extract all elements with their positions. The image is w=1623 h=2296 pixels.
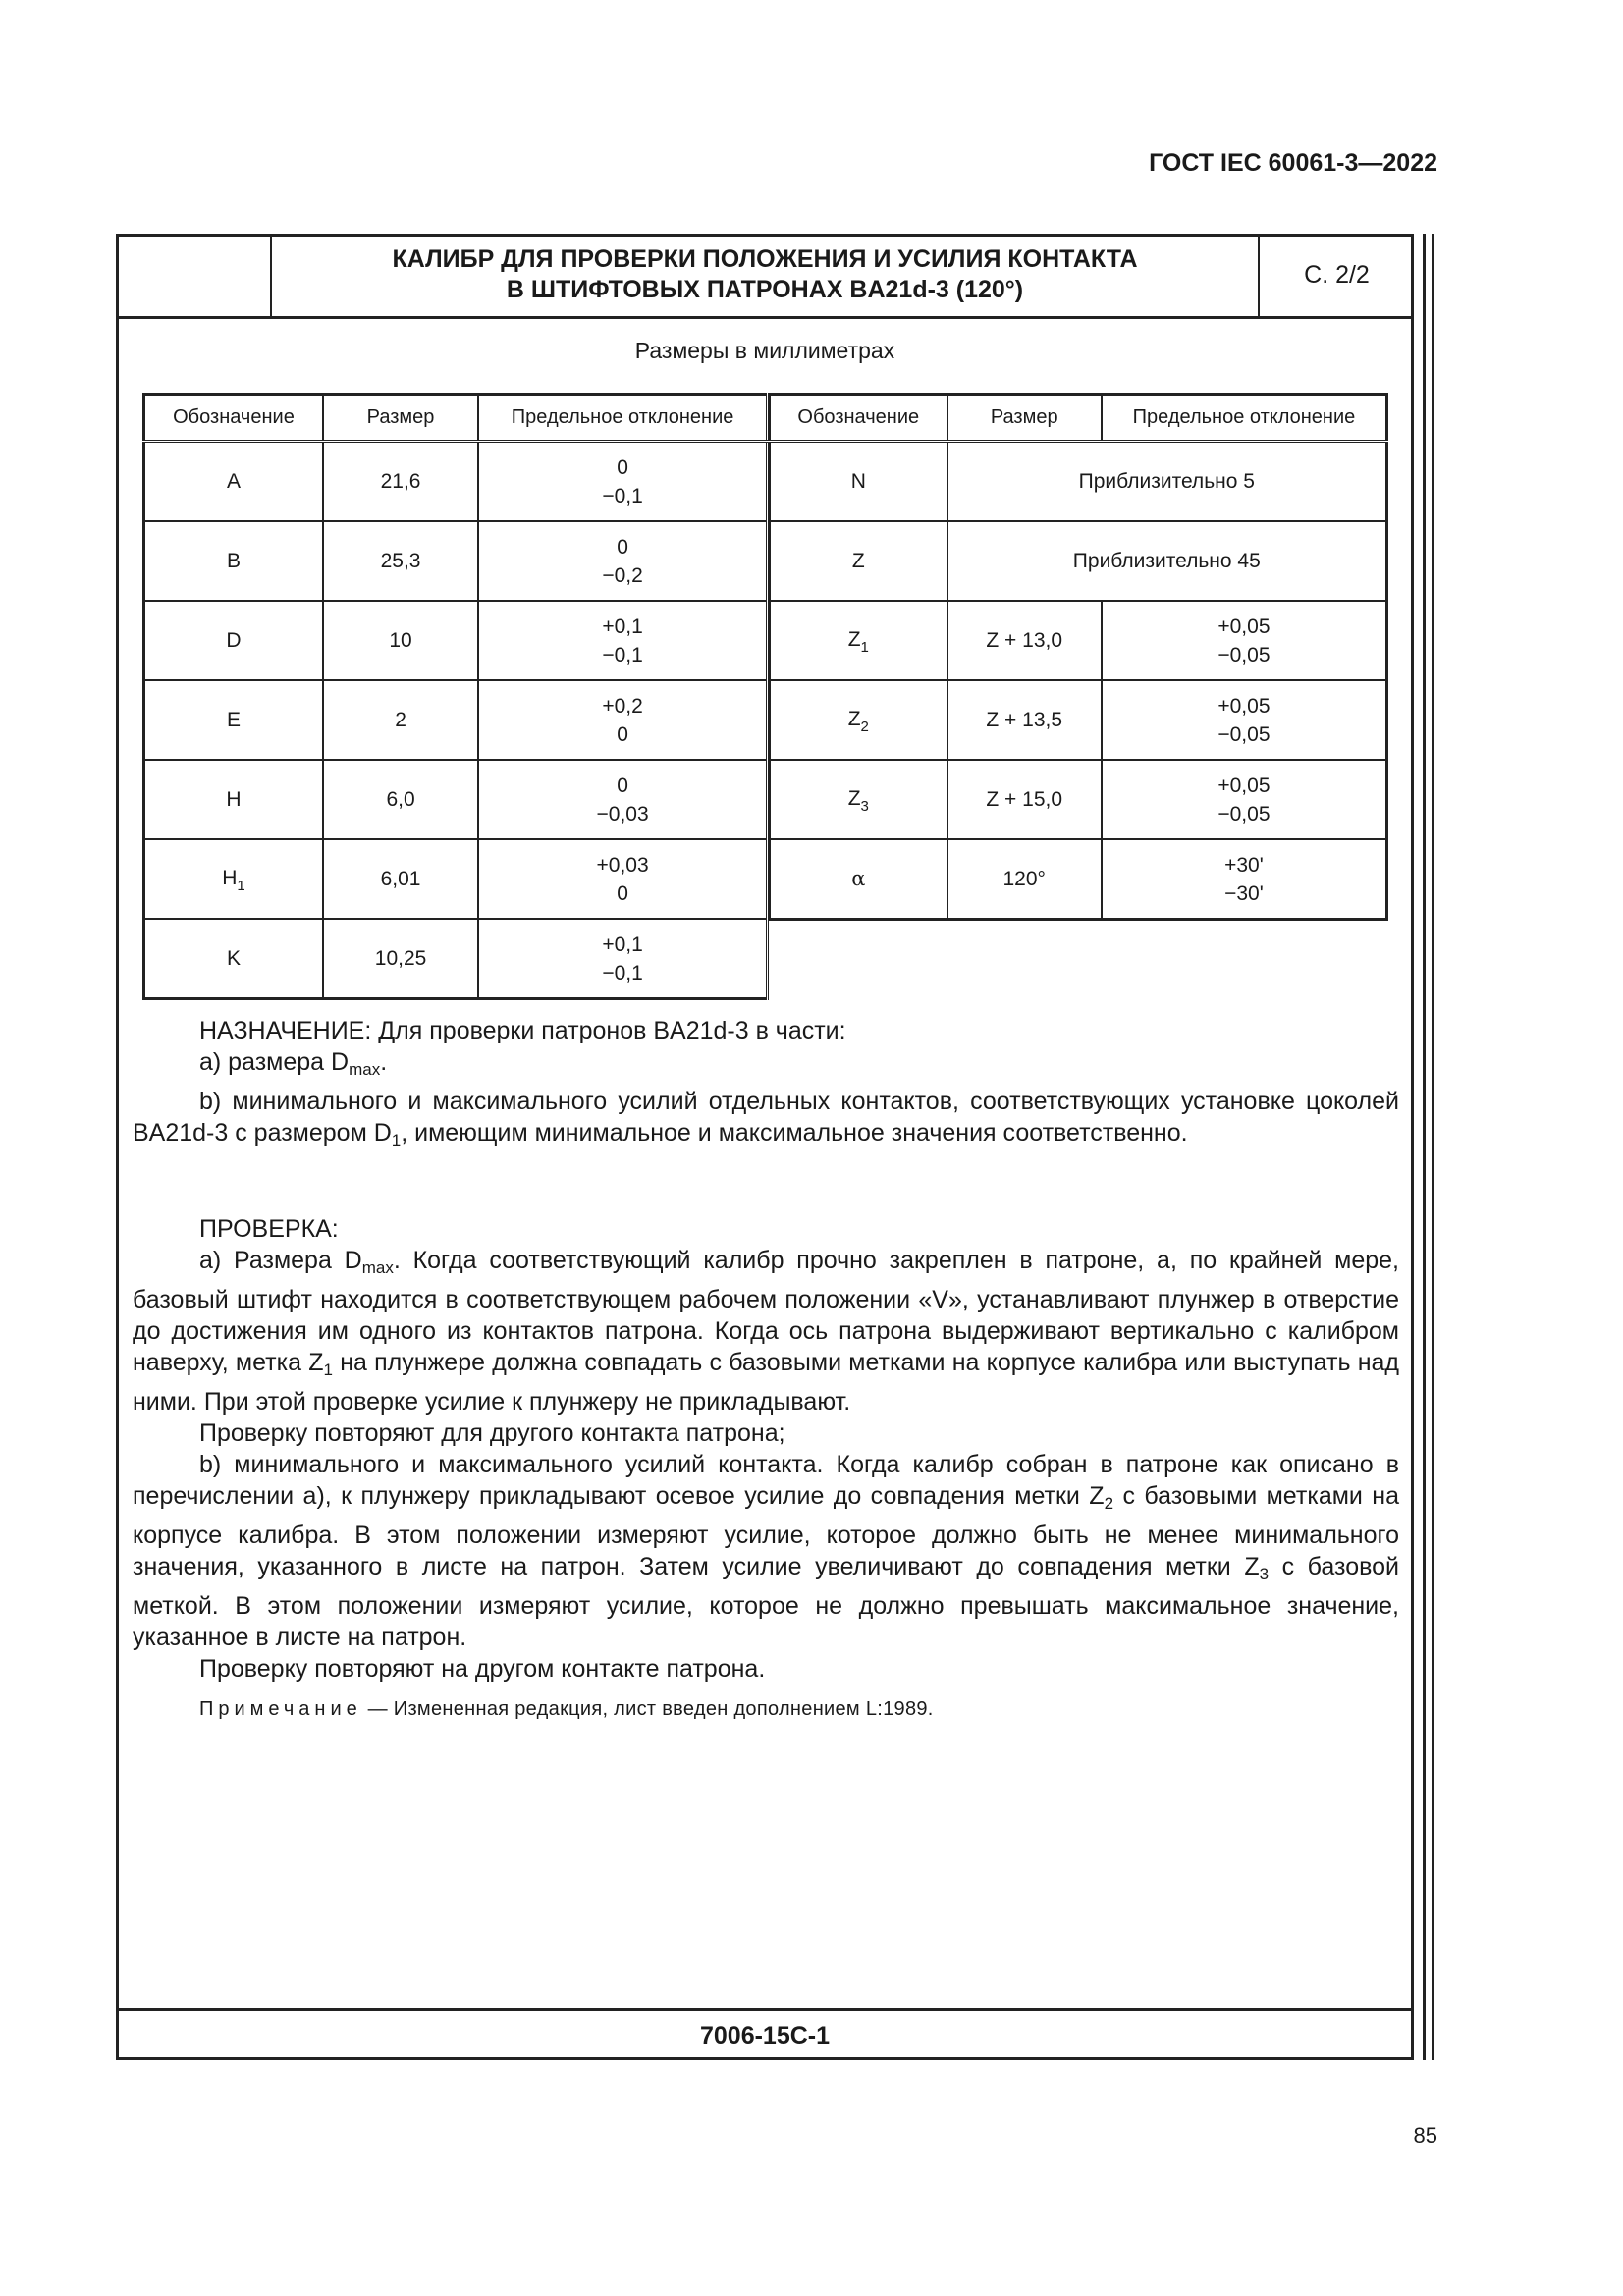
tolerance-upper: +0,1 [602, 933, 643, 956]
merged-value-cell: Приблизительно 45 [947, 521, 1387, 601]
symbol: Z [851, 550, 865, 572]
table-row [770, 839, 1387, 920]
sheet-title-line1: КАЛИБР ДЛЯ ПРОВЕРКИ ПОЛОЖЕНИЯ И УСИЛИЯ КОНТАКТА [392, 245, 1138, 273]
tolerance-cell [478, 760, 767, 839]
sheet-footer [116, 2008, 1414, 2060]
symbol: Z [847, 787, 861, 810]
table-row [144, 521, 768, 601]
check-b-text: с базовой меткой. В этом положении измеряют усилие, которое не должно превышать максимальное значение, указанное в листе на патрон. [133, 1553, 1400, 1651]
check-repeat-1: Проверку повторяют для другого контакта патрона; [199, 1419, 785, 1447]
tolerance-lower: −0,1 [602, 643, 643, 667]
table-row [144, 839, 768, 919]
dimensions-table-right [769, 393, 1388, 921]
symbol-cell [770, 839, 947, 920]
symbol-cell [144, 680, 323, 760]
symbol-subscript: 2 [860, 719, 869, 735]
symbol-cell [770, 521, 947, 601]
symbol-cell [144, 919, 323, 999]
frame-rule [1423, 234, 1426, 2060]
tolerance-lower: 0 [617, 881, 628, 905]
symbol: H [226, 788, 242, 811]
tolerance-upper: +0,2 [602, 694, 643, 718]
page-number: 85 [1413, 2123, 1437, 2148]
check-item-a [133, 1245, 1399, 1417]
purpose-item-a [133, 1046, 1399, 1086]
tolerance-cell [478, 442, 767, 522]
symbol: K [226, 947, 241, 970]
purpose-item-b [133, 1086, 1399, 1156]
symbol: E [226, 709, 241, 731]
check-a-text: . Когда соответствующий калибр прочно закреплен в патроне, а, по крайней мере, базовый штифт находится в соответствующем рабочем положении «V», устанавливают плунжер в отверстие до достижения им одного из контактов патрона. Когда ось патрона выдерживают вертикально с калибром наверху, метка Z [133, 1247, 1399, 1376]
size-cell: Z + 13,5 [947, 680, 1102, 760]
table-row [144, 601, 768, 680]
size-cell: 10,25 [323, 919, 478, 999]
merged-value-cell: Приблизительно 5 [947, 442, 1387, 522]
subscript: 1 [323, 1361, 333, 1379]
table-row [144, 760, 768, 839]
sheet-header [116, 234, 1414, 319]
check-b-text: b) минимального и максимального усилий контакта. Когда калибр собран в патроне как описано в перечислении а), к плунжеру прикладывают осевое усилие до совпадения метки Z [133, 1451, 1399, 1510]
check-a-text: a) Размера D [199, 1247, 362, 1274]
symbol: B [226, 550, 241, 572]
symbol: A [226, 470, 241, 493]
symbol-subscript: 1 [237, 878, 245, 894]
purpose-a-text: a) размера D [199, 1048, 350, 1076]
column-header: Предельное отклонение [1102, 395, 1387, 442]
symbol-cell [144, 839, 323, 919]
tolerance-lower: −30' [1224, 881, 1264, 905]
tolerance-cell [478, 680, 767, 760]
symbol-cell [144, 760, 323, 839]
tolerance-lower: −0,05 [1217, 802, 1271, 826]
purpose-b-end: , имеющим минимальное и максимальное значения соответственно. [401, 1119, 1188, 1147]
symbol-cell [144, 521, 323, 601]
check-heading: ПРОВЕРКА: [199, 1215, 339, 1243]
tolerance-upper: 0 [617, 535, 628, 559]
note-label: Примечание [199, 1698, 362, 1720]
tolerance-cell [478, 521, 767, 601]
tolerance-upper: +0,05 [1217, 614, 1271, 638]
symbol-subscript: 1 [860, 639, 869, 656]
symbol-cell [770, 760, 947, 839]
table-row [770, 601, 1387, 680]
size-cell: 120° [947, 839, 1102, 920]
symbol-subscript: 3 [860, 798, 869, 815]
subscript: max [361, 1258, 394, 1277]
symbol-cell [144, 601, 323, 680]
table-header-row [770, 395, 1387, 442]
tolerance-upper: +0,03 [596, 853, 649, 877]
table-row [770, 760, 1387, 839]
tolerance-lower: 0 [617, 722, 628, 746]
note [199, 1698, 934, 1721]
size-cell: Z + 13,0 [947, 601, 1102, 680]
symbol: D [226, 629, 242, 652]
symbol: Z [847, 628, 861, 651]
sheet-title [272, 234, 1258, 316]
size-cell: 10 [323, 601, 478, 680]
table-header-row [144, 395, 768, 442]
purpose-a-end: . [380, 1048, 388, 1076]
check-a-text: на плунжере должна совпадать с базовыми метками на корпусе калибра или выступать над ними. При этой проверке усилие к плунжеру не прикладывают. [133, 1349, 1399, 1415]
units-caption: Размеры в миллиметрах [634, 338, 895, 363]
subscript: max [349, 1060, 381, 1079]
symbol: H [222, 867, 238, 889]
tolerance-upper: +0,05 [1217, 774, 1271, 797]
note-text: — Измененная редакция, лист введен дополнением L:1989. [361, 1698, 934, 1720]
subscript: 3 [1259, 1565, 1270, 1583]
size-cell: 2 [323, 680, 478, 760]
symbol-cell [770, 442, 947, 522]
column-header: Размер [947, 395, 1102, 442]
symbol: α [851, 867, 866, 890]
dimensions-table-left [142, 393, 769, 1000]
tolerance-lower: −0,03 [596, 802, 649, 826]
tolerance-cell [478, 919, 767, 999]
table-row [770, 680, 1387, 760]
sheet-title-line2: В ШТИФТОВЫХ ПАТРОНАХ BA21d-3 (120°) [506, 276, 1024, 303]
purpose-section [133, 1015, 1399, 1156]
tolerance-lower: −0,2 [602, 563, 643, 587]
symbol: N [850, 470, 866, 493]
table-row [144, 442, 768, 522]
table-row [144, 680, 768, 760]
tolerance-upper: +30' [1224, 853, 1264, 877]
sheet-code: 7006-15C-1 [699, 2021, 831, 2050]
column-header: Предельное отклонение [478, 395, 767, 442]
tolerance-upper: +0,1 [602, 614, 643, 638]
column-header: Обозначение [144, 395, 323, 442]
symbol-cell [770, 601, 947, 680]
tolerance-lower: −0,1 [602, 484, 643, 507]
size-cell: 25,3 [323, 521, 478, 601]
tolerance-cell [1102, 760, 1387, 839]
tolerance-upper: 0 [617, 455, 628, 479]
check-b-text: с базовыми метками на корпусе калибра. В этом положении измеряют усилие, которое должно быть не менее минимального значения, указанного в листе на патрон. Затем усилие увеличивают до совпадения метки Z [133, 1482, 1399, 1580]
tolerance-upper: +0,05 [1217, 694, 1271, 718]
sheet-page: С. 2/2 [1304, 260, 1370, 289]
tolerance-lower: −0,05 [1217, 722, 1271, 746]
table-row [144, 919, 768, 999]
symbol: Z [847, 708, 861, 730]
standard-designation: ГОСТ IEC 60061-3—2022 [1149, 149, 1437, 177]
tolerance-lower: −0,1 [602, 961, 643, 985]
table-row [770, 442, 1387, 522]
frame-rule [1432, 234, 1434, 2060]
subscript: 2 [1104, 1494, 1114, 1513]
symbol-cell [770, 680, 947, 760]
column-header: Обозначение [770, 395, 947, 442]
tolerance-cell [478, 601, 767, 680]
size-cell: 6,0 [323, 760, 478, 839]
tolerance-lower: −0,05 [1217, 643, 1271, 667]
purpose-heading: НАЗНАЧЕНИЕ: Для проверки патронов BA21d-3 в части: [199, 1017, 846, 1044]
column-header: Размер [323, 395, 478, 442]
table-row [770, 521, 1387, 601]
tolerance-cell [1102, 601, 1387, 680]
size-cell: 6,01 [323, 839, 478, 919]
tolerance-cell [478, 839, 767, 919]
tolerance-cell [1102, 839, 1387, 920]
check-repeat-2: Проверку повторяют на другом контакте патрона. [199, 1655, 766, 1682]
size-cell: 21,6 [323, 442, 478, 522]
tolerance-cell [1102, 680, 1387, 760]
size-cell: Z + 15,0 [947, 760, 1102, 839]
tolerance-upper: 0 [617, 774, 628, 797]
check-item-b [133, 1449, 1399, 1653]
purpose-b-text: b) минимального и максимального усилий отдельных контактов, соответствующих установке цоколей BA21d-3 с размером D [133, 1088, 1399, 1147]
check-section [133, 1213, 1399, 1684]
symbol-cell [144, 442, 323, 522]
subscript: 1 [391, 1131, 402, 1149]
